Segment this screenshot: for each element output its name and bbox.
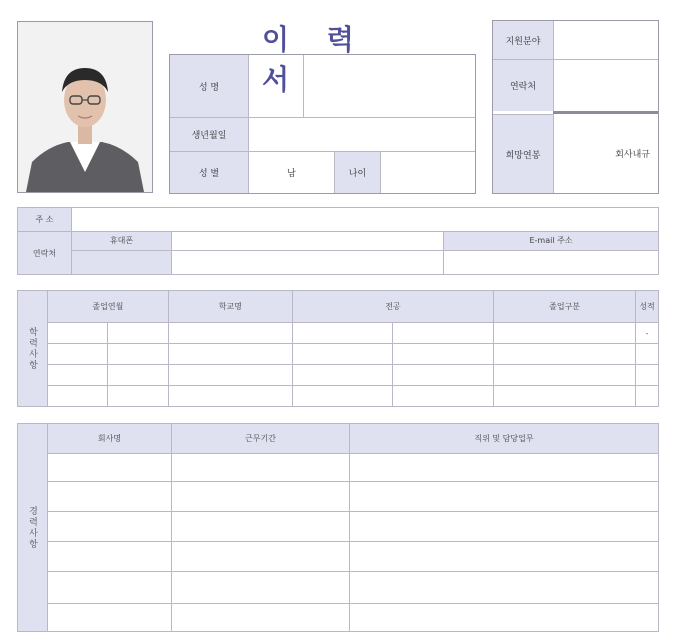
career-side-label: 경력사항 (18, 424, 48, 632)
name-label-cell (170, 55, 248, 117)
right-row3-label-cell (493, 114, 553, 193)
edu-cell (636, 365, 659, 386)
edu-cell (168, 386, 292, 407)
career-cell (350, 512, 659, 542)
career-cell (350, 482, 659, 512)
edu-cell (48, 344, 108, 365)
right-row2-label-cell (493, 59, 553, 111)
right-row2-label: 연락처 (509, 82, 537, 92)
right-row3-value: 회사내규 (615, 150, 650, 160)
page-title: 이 력 서 (262, 23, 368, 96)
career-cell (172, 572, 350, 604)
email-value (444, 250, 659, 274)
career-cell (48, 454, 172, 482)
career-table (17, 423, 659, 632)
edu-cell (494, 386, 636, 407)
career-cell (48, 482, 172, 512)
table-row (18, 512, 659, 542)
table-row (18, 365, 659, 386)
edu-cell (108, 344, 168, 365)
edu-cell (393, 386, 494, 407)
name-value-cell (248, 55, 304, 117)
age-value-cell (380, 151, 475, 193)
career-cell (172, 512, 350, 542)
career-cell (48, 604, 172, 632)
edu-cell (292, 386, 393, 407)
age-label-cell (334, 151, 380, 193)
edu-header-status: 졸업구분 (494, 291, 636, 323)
edu-header-school: 학교명 (168, 291, 292, 323)
career-cell (350, 604, 659, 632)
right-row3-value-cell (553, 114, 658, 193)
name-label: 성 명 (198, 82, 220, 93)
table-row (18, 344, 659, 365)
career-header-company: 회사명 (48, 424, 172, 454)
sex-value-cell (248, 151, 334, 193)
right-row2-value-cell (553, 59, 658, 111)
career-cell (48, 572, 172, 604)
edu-cell (48, 365, 108, 386)
edu-cell (168, 344, 292, 365)
right-info-box (492, 20, 659, 194)
table-row (18, 323, 659, 344)
career-header-position: 직위 및 담당업무 (350, 424, 659, 454)
career-cell (172, 542, 350, 572)
sex-label: 성 별 (198, 169, 220, 179)
edu-cell (108, 386, 168, 407)
career-cell (350, 572, 659, 604)
email-label: E-mail 주소 (444, 232, 659, 250)
career-cell (172, 454, 350, 482)
edu-cell (292, 323, 393, 344)
contact-label: 연락처 (18, 232, 72, 275)
edu-cell (292, 344, 393, 365)
right-row1-label: 지원분야 (505, 36, 541, 47)
birth-label: 생년월일 (191, 131, 227, 141)
table-row (18, 572, 659, 604)
person-photo-icon (18, 22, 152, 192)
address-value (72, 208, 659, 232)
edu-cell (168, 323, 292, 344)
sex-value: 남 (287, 169, 296, 179)
edu-cell (108, 365, 168, 386)
career-cell (48, 512, 172, 542)
edu-cell (636, 386, 659, 407)
phone-label: 휴대폰 (72, 232, 172, 250)
edu-cell (48, 323, 108, 344)
edu-cell (393, 344, 494, 365)
table-row (18, 542, 659, 572)
edu-cell (393, 365, 494, 386)
edu-header-grade: 성적 (636, 291, 659, 323)
education-side-label: 학력사항 (18, 291, 48, 407)
right-row1-label-cell (493, 21, 553, 59)
table-row (18, 604, 659, 632)
age-label: 나이 (348, 169, 367, 179)
basic-info-box (169, 54, 476, 194)
education-table (17, 290, 659, 407)
phone-value (172, 250, 444, 274)
name-hanja-cell (304, 55, 475, 117)
edu-cell (494, 365, 636, 386)
right-row1-value-cell (553, 21, 658, 59)
career-cell (172, 604, 350, 632)
edu-cell (636, 344, 659, 365)
birth-value-cell (248, 117, 475, 151)
table-row (18, 482, 659, 512)
address-table (17, 207, 659, 275)
table-row (18, 386, 659, 407)
career-cell (350, 542, 659, 572)
address-label: 주 소 (18, 208, 72, 232)
career-header-period: 근무기간 (172, 424, 350, 454)
edu-cell (48, 386, 108, 407)
edu-header-date: 졸업연월 (48, 291, 169, 323)
edu-cell (108, 323, 168, 344)
career-cell (350, 454, 659, 482)
career-cell (48, 542, 172, 572)
edu-cell (494, 323, 636, 344)
birth-label-cell (170, 117, 248, 151)
edu-cell (494, 344, 636, 365)
edu-header-major: 전공 (292, 291, 493, 323)
edu-cell: - (636, 323, 659, 344)
photo-frame (17, 21, 153, 193)
edu-cell (292, 365, 393, 386)
career-cell (172, 482, 350, 512)
edu-cell (168, 365, 292, 386)
right-row3-label: 희망연봉 (505, 150, 541, 161)
sex-label-cell (170, 151, 248, 193)
table-row (18, 454, 659, 482)
edu-cell (393, 323, 494, 344)
